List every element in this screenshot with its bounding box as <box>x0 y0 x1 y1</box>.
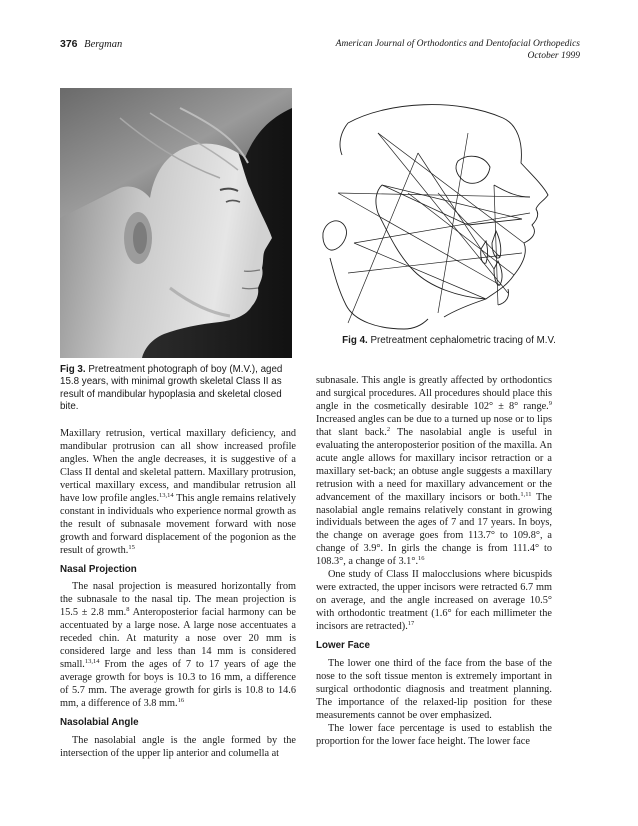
citation-ref: 17 <box>407 620 415 628</box>
section-heading-lower-face: Lower Face <box>316 640 370 652</box>
running-header-left <box>60 38 122 50</box>
text-run: Increased angles can be due to a turned up nose or to lips that slant back. <box>316 413 552 438</box>
text-column-left <box>60 428 296 761</box>
text-column-right <box>316 375 552 749</box>
fig4-caption-text: Pretreatment cephalometric tracing of M.V. <box>367 335 556 346</box>
fig3-label: Fig 3. <box>60 364 86 375</box>
paragraph <box>60 581 296 711</box>
citation-ref: 16 <box>177 697 185 705</box>
paragraph <box>316 569 552 634</box>
citation-ref: 13,14 <box>84 658 100 666</box>
citation-ref: 1,11 <box>520 490 532 498</box>
tracing-drawing <box>318 93 554 331</box>
citation-ref: 9 <box>548 399 552 407</box>
fig4-cephalometric-tracing <box>318 93 554 331</box>
paragraph <box>60 428 296 558</box>
running-header-right <box>336 38 580 62</box>
page-number: 376 <box>60 38 78 50</box>
section-heading-nasolabial-angle: Nasolabial Angle <box>60 717 139 729</box>
text-run: The nasal projection is measured horizontally from the subnasale to the nasal tip. The mean projection is 15.5 ± 2.8 mm. <box>60 581 296 619</box>
text-run: The nasolabial angle remains relatively constant in growing individuals between the ages of 7 and 17 years. In boys, the change on average goes from 113.7° to 109.8°, a change of 3.9°. In girls the change is from 111.4° to 108.3°, a change of 3.1°. <box>316 491 552 568</box>
issue-date: October 1999 <box>527 51 580 61</box>
profile-photo-image <box>60 88 292 358</box>
text-run: One study of Class II malocclusions where bicuspids were extracted, the upper incisors were retracted 6.7 mm on average, and the angle increased on average 10.5° with orthodontic treatment (1.6° for each millimeter the incisors are retracted). <box>316 569 552 633</box>
citation-ref: 8 <box>126 606 130 614</box>
paragraph: The lower one third of the face from the base of the nose to the soft tissue menton is extremely important in surgical orthodontic diagnosis and treatment planning. The importance of the relaxed-lip position for these measurements cannot be over emphasized. <box>316 658 552 721</box>
fig4-label: Fig 4. <box>342 335 368 346</box>
paragraph: The lower face percentage is used to establish the proportion for the lower face height. The lower face <box>316 722 552 747</box>
citation-ref: 15 <box>128 543 135 551</box>
citation-ref: 13,14 <box>159 491 174 499</box>
fig3-caption <box>60 364 296 414</box>
text-run: subnasale. This angle is greatly affected by orthodontics and surgical procedures. All procedures should place this angle in the cosmetically desirable 102° ± 8° range. <box>316 375 552 412</box>
section-heading-nasal-projection: Nasal Projection <box>60 563 137 575</box>
text-run: Maxillary retrusion, vertical maxillary deficiency, and mandibular protrusion can all show increased profile angles. When the angle decreases, it is suggestive of a Class II dental and skeletal pattern. Maxillary protrusion, vertical maxillary excess, and mandibular retrusion all have low profile angles. <box>60 428 296 504</box>
fig3-photograph <box>60 88 292 358</box>
text-run: The nasolabial angle is useful in evaluating the anteroposterior position of the maxilla. An acute angle allows for maxillary incisor retraction or a maxillary set-back; an obtuse angle suggests a maxillary retrusion with a need for maxillary advancement or the advancement of the maxillary incisors or both. <box>316 426 552 503</box>
journal-name: American Journal of Orthodontics and Dentofacial Orthopedics <box>335 39 580 49</box>
running-author: Bergman <box>84 39 123 50</box>
text-run: Anteroposterior facial harmony can be accentuated by a large nose. A large nose accentuates a receded chin. At maturity a nose over 20 mm is considered large and less than 14 mm is considered small. <box>60 607 296 671</box>
fig3-caption-text: Pretreatment photograph of boy (M.V.), aged 15.8 years, with minimal growth skeletal Class II as result of mandibular hypoplasia and skeletal closed bite. <box>60 364 283 413</box>
text-run: This angle remains relatively constant in individuals who experience normal growth as the result of subnasale movement forward with nose growth and forward displacement of the pogonion as the result of growth. <box>60 492 296 556</box>
fig4-caption <box>316 335 582 347</box>
text-run: From the ages of 7 to 17 years of age the average growth for boys is 10.3 to 16 mm, a difference of 5.7 mm. The average growth for girls is 10.8 to 14.6 mm, a difference of 3.8 mm. <box>60 659 296 710</box>
paragraph <box>316 375 552 569</box>
citation-ref: 2 <box>386 425 391 433</box>
citation-ref: 16 <box>418 555 425 563</box>
paragraph: The nasolabial angle is the angle formed by the intersection of the upper lip anterior and columella at <box>60 734 296 759</box>
